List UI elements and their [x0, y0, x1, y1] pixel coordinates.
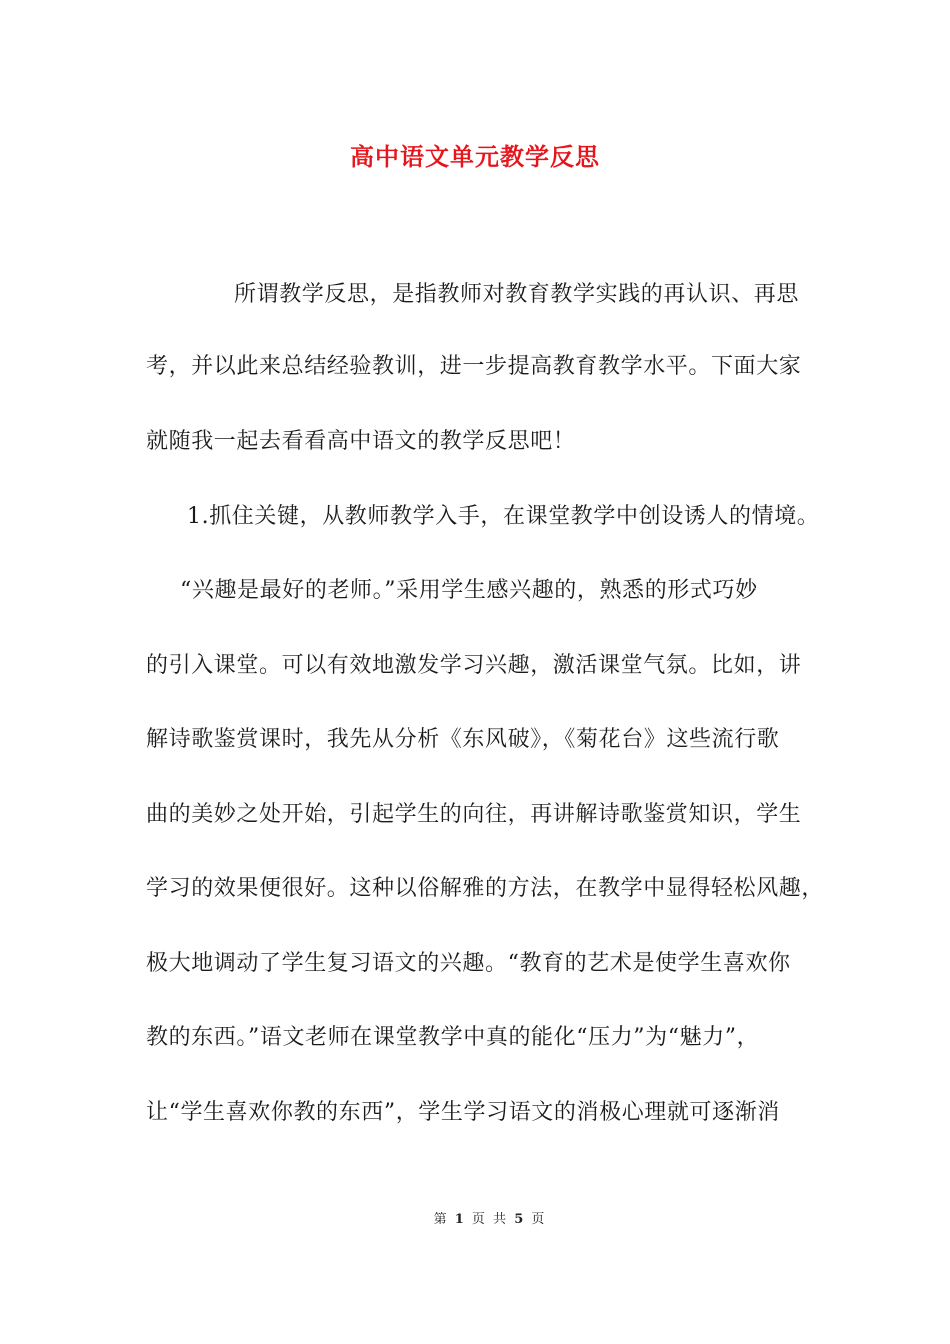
footer-mid: 页 共 — [471, 1212, 509, 1227]
paragraph-line: 极大地调动了学生复习语文的兴趣。“教育的艺术是使学生喜欢你 — [146, 951, 791, 976]
paragraph-line: 曲的美妙之处开始，引起学生的向往，再讲解诗歌鉴赏知识，学生 — [146, 802, 802, 827]
paragraph-line: 考，并以此来总结经验教训，进一步提高教育教学水平。下面大家 — [146, 354, 802, 379]
footer-prefix: 第 — [433, 1212, 449, 1227]
footer-total-pages: 5 — [514, 1212, 526, 1227]
footer-current-page: 1 — [454, 1212, 466, 1227]
page-title: 高中语文单元教学反思 — [350, 142, 600, 171]
paragraph-line: 学习的效果便很好。这种以俗解雅的方法，在教学中显得轻松风趣， — [146, 876, 825, 901]
paragraph-line: 解诗歌鉴赏课时，我先从分析《东风破》，《菊花台》这些流行歌 — [146, 727, 780, 752]
paragraph-line: 就随我一起去看看高中语文的教学反思吧！ — [146, 429, 576, 454]
footer-suffix: 页 — [531, 1212, 547, 1227]
paragraph-line: 1.抓住关键，从教师教学入手，在课堂教学中创设诱人的情境。 — [187, 504, 820, 529]
paragraph-line: “兴趣是最好的老师。”采用学生感兴趣的，熟悉的形式巧妙 — [180, 578, 758, 603]
paragraph-line: 所谓教学反思，是指教师对教育教学实践的再认识、再思 — [234, 282, 800, 307]
paragraph-line: 让“学生喜欢你教的东西”，学生学习语文的消极心理就可逐渐消 — [146, 1100, 780, 1125]
paragraph-line: 的引入课堂。可以有效地激发学习兴趣，激活课堂气氛。比如，讲 — [146, 653, 802, 678]
page-number-footer — [0, 1208, 950, 1227]
paragraph-line: 教的东西。”语文老师在课堂教学中真的能化“压力”为“魅力”， — [146, 1025, 760, 1050]
